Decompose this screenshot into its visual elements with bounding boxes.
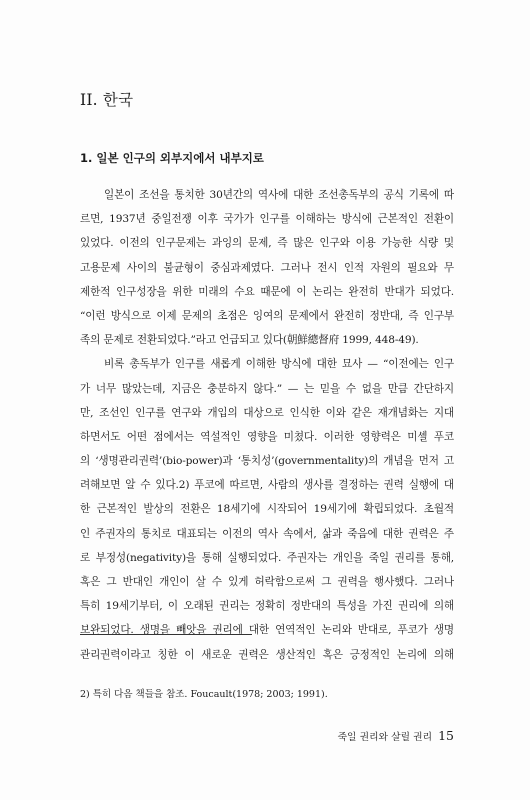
running-title: 죽일 권리와 살릴 권리	[337, 732, 433, 743]
body-line: 일본이 조선을 통치한 30년간의 역사에 대한 조선총독부의 공식 기록에 따	[104, 189, 454, 201]
body-line: 르면, 1937년 중일전쟁 이후 국가가 인구를 이해하는 방식에 근본적인 전환이	[80, 213, 454, 226]
body-line: 고용문제 사이의 불균형이 중심과제였다. 그러나 전시 인적 자원의 필요와 무	[80, 261, 454, 274]
body-line: 관리권력이라고 칭한 이 새로운 권력은 생산적인 혹은 긍정적인 논리에 의해	[80, 648, 454, 661]
body-line: 족의 문제로 전환되었다.”라고 언급되고 있다(朝鮮總督府 1999, 448-49).	[80, 334, 419, 347]
body-line: 하면서도 어떤 점에서는 역설적인 영향을 미쳤다. 이러한 영향력은 미셸 푸코	[80, 430, 454, 443]
body-line: 만, 조선인 인구를 연구와 개입의 대상으로 인식한 이와 같은 재개념화는 지대	[80, 406, 454, 419]
body-line: 의 ‘생명관리권력’(bio-power)과 ‘통치성’(governmentality)의 개념을 먼저 고	[80, 455, 454, 468]
page-number: 15	[438, 728, 454, 743]
body-line: 로 부정성(negativity)을 통해 실행되었다. 주권자는 개인을 죽일 권리를 통해,	[80, 551, 454, 564]
body-text	[80, 183, 454, 667]
body-line: 혹은 그 반대인 개인이 살 수 있게 허락함으로써 그 권력을 행사했다. 그러나	[80, 576, 454, 588]
body-line: 비록 총독부가 인구를 새롭게 이해한 방식에 대한 묘사 — “이전에는 인구	[104, 358, 454, 371]
body-line: 보완되었다. 생명을 빼앗을 권리에 대한 연역적인 논리와 반대로, 푸코가 생명	[80, 624, 454, 637]
body-line: 특히 19세기부터, 이 오래된 권리는 정확히 정반대의 특성을 가진 권리에 의해	[80, 600, 454, 613]
body-line: 한 근본적인 발상의 전환은 18세기에 시작되어 19세기에 확립되었다. 초월적	[80, 503, 454, 516]
body-line: “이런 방식으로 이제 문제의 초점은 잉여의 문제에서 완전히 정반대, 즉 인구부	[80, 309, 454, 322]
body-line: 려해보면 알 수 있다.2) 푸코에 따르면, 사람의 생사를 결정하는 권력 실행에 대	[80, 479, 454, 492]
subsection-title: 1. 일본 인구의 외부지에서 내부지로	[80, 151, 264, 165]
section-title: II. 한국	[80, 91, 134, 109]
running-footer	[338, 728, 454, 743]
body-line: 있었다. 이전의 인구문제는 과잉의 문제, 즉 많은 인구와 이용 가능한 식량 및	[80, 237, 454, 250]
body-line: 인 주권자의 통치로 대표되는 이전의 역사 속에서, 삶과 죽음에 대한 권력은 주	[80, 527, 454, 540]
footnote-divider	[80, 634, 252, 635]
body-line: 가 너무 많았는데, 지금은 충분하지 않다.” — 는 믿을 수 없을 만큼 간단하지	[80, 382, 454, 395]
body-line: 제한적 인구성장을 위한 미래의 수요 때문에 이 논리는 완전히 반대가 되었다.	[80, 285, 454, 298]
footnote: 2) 특히 다음 책들을 참조. Foucault(1978; 2003; 1991).	[80, 689, 328, 700]
